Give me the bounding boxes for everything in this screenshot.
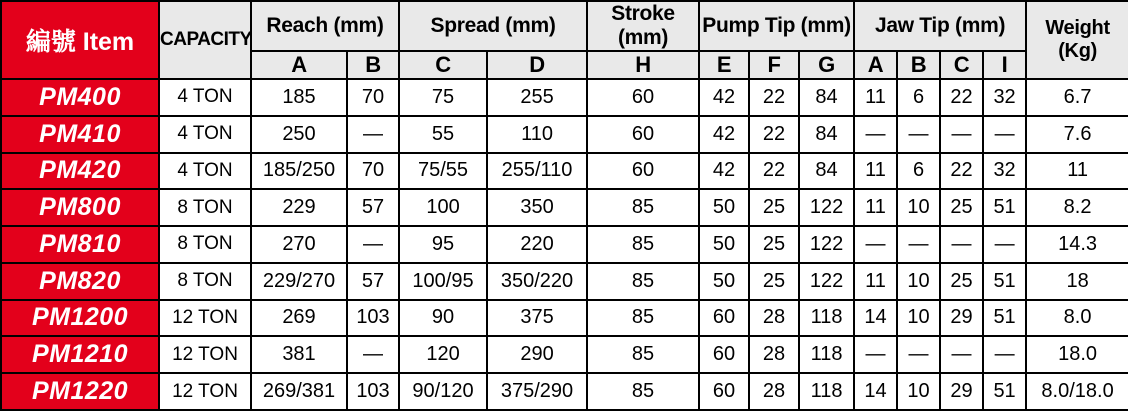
cell-capacity: 8 TON: [159, 189, 251, 226]
cell-item: PM820: [1, 263, 159, 300]
cell-jaw-c: 25: [940, 189, 983, 226]
cell-jaw-a: 11: [854, 153, 897, 190]
cell-jaw-i: 32: [983, 79, 1026, 116]
cell-reach-a: 270: [251, 226, 347, 263]
cell-pump-g: 118: [799, 336, 854, 373]
cell-jaw-i: —: [983, 336, 1026, 373]
cell-reach-b: 57: [347, 189, 399, 226]
cell-weight: 8.0: [1026, 300, 1128, 337]
cell-spread-c: 120: [399, 336, 487, 373]
cell-reach-a: 250: [251, 116, 347, 153]
cell-weight: 18.0: [1026, 336, 1128, 373]
table-row: [1, 153, 1128, 190]
cell-item: PM410: [1, 116, 159, 153]
cell-jaw-c: —: [940, 226, 983, 263]
cell-stroke-h: 85: [587, 189, 699, 226]
column-header-spread-c: C: [399, 51, 487, 79]
cell-spread-c: 90/120: [399, 373, 487, 410]
cell-jaw-c: 25: [940, 263, 983, 300]
cell-pump-f: 25: [749, 226, 799, 263]
cell-jaw-a: 14: [854, 300, 897, 337]
cell-weight: 8.0/18.0: [1026, 373, 1128, 410]
cell-spread-d: 290: [487, 336, 587, 373]
cell-jaw-i: 51: [983, 263, 1026, 300]
cell-spread-c: 75: [399, 79, 487, 116]
cell-pump-g: 122: [799, 263, 854, 300]
cell-reach-b: —: [347, 116, 399, 153]
column-header-jaw-c: C: [940, 51, 983, 79]
cell-weight: 18: [1026, 263, 1128, 300]
cell-spread-c: 75/55: [399, 153, 487, 190]
cell-spread-d: 350/220: [487, 263, 587, 300]
cell-pump-f: 28: [749, 373, 799, 410]
cell-spread-c: 55: [399, 116, 487, 153]
cell-jaw-a: 14: [854, 373, 897, 410]
table-body: [1, 79, 1128, 410]
column-header-jaw-a: A: [854, 51, 897, 79]
cell-capacity: 12 TON: [159, 300, 251, 337]
table-row: [1, 79, 1128, 116]
column-header-item: 編號 Item: [1, 1, 159, 79]
table-row: [1, 226, 1128, 263]
cell-spread-d: 255/110: [487, 153, 587, 190]
cell-spread-d: 375/290: [487, 373, 587, 410]
cell-weight: 6.7: [1026, 79, 1128, 116]
cell-jaw-b: —: [897, 336, 940, 373]
cell-pump-g: 122: [799, 189, 854, 226]
cell-reach-b: 57: [347, 263, 399, 300]
cell-pump-g: 84: [799, 79, 854, 116]
cell-item: PM1200: [1, 300, 159, 337]
cell-reach-b: 103: [347, 373, 399, 410]
cell-capacity: 8 TON: [159, 263, 251, 300]
cell-spread-d: 375: [487, 300, 587, 337]
cell-spread-d: 350: [487, 189, 587, 226]
cell-pump-f: 22: [749, 116, 799, 153]
cell-jaw-b: 6: [897, 153, 940, 190]
cell-stroke-h: 60: [587, 153, 699, 190]
cell-stroke-h: 85: [587, 300, 699, 337]
cell-jaw-i: —: [983, 226, 1026, 263]
cell-pump-g: 84: [799, 153, 854, 190]
table-header: [1, 1, 1128, 79]
cell-jaw-a: 11: [854, 263, 897, 300]
column-header-stroke-h: H: [587, 51, 699, 79]
cell-stroke-h: 60: [587, 79, 699, 116]
cell-pump-g: 118: [799, 300, 854, 337]
cell-pump-e: 50: [699, 189, 749, 226]
column-group-header-reach: Reach (mm): [251, 1, 399, 51]
cell-stroke-h: 60: [587, 116, 699, 153]
cell-jaw-c: 29: [940, 300, 983, 337]
column-group-header-spread: Spread (mm): [399, 1, 587, 51]
cell-pump-g: 118: [799, 373, 854, 410]
cell-weight: 11: [1026, 153, 1128, 190]
table-row: [1, 373, 1128, 410]
cell-pump-f: 28: [749, 300, 799, 337]
cell-weight: 7.6: [1026, 116, 1128, 153]
cell-pump-e: 42: [699, 116, 749, 153]
cell-item: PM810: [1, 226, 159, 263]
cell-reach-a: 229: [251, 189, 347, 226]
header-row-groups: [1, 1, 1128, 51]
column-group-header-jaw-tip: Jaw Tip (mm): [854, 1, 1026, 51]
cell-jaw-b: 10: [897, 373, 940, 410]
cell-weight: 8.2: [1026, 189, 1128, 226]
column-header-reach-a: A: [251, 51, 347, 79]
cell-stroke-h: 85: [587, 336, 699, 373]
column-header-weight: Weight (Kg): [1026, 1, 1128, 79]
cell-item: PM400: [1, 79, 159, 116]
cell-jaw-c: —: [940, 116, 983, 153]
cell-item: PM420: [1, 153, 159, 190]
cell-jaw-i: 51: [983, 373, 1026, 410]
cell-item: PM1210: [1, 336, 159, 373]
cell-jaw-b: —: [897, 226, 940, 263]
cell-reach-a: 381: [251, 336, 347, 373]
cell-reach-a: 185: [251, 79, 347, 116]
cell-jaw-i: 51: [983, 189, 1026, 226]
cell-jaw-a: 11: [854, 79, 897, 116]
cell-jaw-b: —: [897, 116, 940, 153]
cell-reach-b: —: [347, 336, 399, 373]
cell-reach-b: —: [347, 226, 399, 263]
cell-capacity: 4 TON: [159, 79, 251, 116]
cell-pump-f: 22: [749, 79, 799, 116]
column-header-pump-f: F: [749, 51, 799, 79]
column-header-capacity: CAPACITY: [159, 1, 251, 79]
cell-spread-c: 95: [399, 226, 487, 263]
cell-spread-d: 110: [487, 116, 587, 153]
cell-pump-e: 60: [699, 336, 749, 373]
column-header-spread-d: D: [487, 51, 587, 79]
cell-spread-d: 255: [487, 79, 587, 116]
column-header-pump-g: G: [799, 51, 854, 79]
cell-capacity: 12 TON: [159, 336, 251, 373]
cell-spread-d: 220: [487, 226, 587, 263]
table-row: [1, 189, 1128, 226]
cell-capacity: 12 TON: [159, 373, 251, 410]
cell-item: PM1220: [1, 373, 159, 410]
cell-jaw-b: 10: [897, 300, 940, 337]
cell-pump-f: 25: [749, 263, 799, 300]
column-group-header-pump-tip: Pump Tip (mm): [699, 1, 854, 51]
cell-jaw-a: —: [854, 226, 897, 263]
cell-pump-e: 50: [699, 263, 749, 300]
cell-jaw-a: —: [854, 336, 897, 373]
cell-jaw-b: 10: [897, 189, 940, 226]
cell-jaw-i: —: [983, 116, 1026, 153]
cell-reach-b: 70: [347, 153, 399, 190]
cell-pump-f: 22: [749, 153, 799, 190]
cell-reach-a: 269/381: [251, 373, 347, 410]
cell-spread-c: 100: [399, 189, 487, 226]
cell-pump-f: 28: [749, 336, 799, 373]
table-row: [1, 300, 1128, 337]
cell-capacity: 8 TON: [159, 226, 251, 263]
cell-jaw-c: 22: [940, 79, 983, 116]
cell-pump-e: 60: [699, 373, 749, 410]
column-header-jaw-i: I: [983, 51, 1026, 79]
cell-pump-f: 25: [749, 189, 799, 226]
cell-reach-a: 269: [251, 300, 347, 337]
cell-stroke-h: 85: [587, 373, 699, 410]
cell-jaw-c: —: [940, 336, 983, 373]
column-header-jaw-b: B: [897, 51, 940, 79]
cell-weight: 14.3: [1026, 226, 1128, 263]
cell-pump-e: 50: [699, 226, 749, 263]
cell-spread-c: 100/95: [399, 263, 487, 300]
cell-capacity: 4 TON: [159, 116, 251, 153]
table-row: [1, 116, 1128, 153]
cell-jaw-b: 10: [897, 263, 940, 300]
cell-item: PM800: [1, 189, 159, 226]
cell-pump-g: 122: [799, 226, 854, 263]
table-row: [1, 336, 1128, 373]
column-header-pump-e: E: [699, 51, 749, 79]
table-row: [1, 263, 1128, 300]
cell-pump-e: 60: [699, 300, 749, 337]
cell-pump-g: 84: [799, 116, 854, 153]
cell-pump-e: 42: [699, 153, 749, 190]
cell-reach-a: 229/270: [251, 263, 347, 300]
cell-stroke-h: 85: [587, 263, 699, 300]
cell-spread-c: 90: [399, 300, 487, 337]
cell-pump-e: 42: [699, 79, 749, 116]
cell-jaw-a: —: [854, 116, 897, 153]
column-header-reach-b: B: [347, 51, 399, 79]
cell-jaw-b: 6: [897, 79, 940, 116]
cell-capacity: 4 TON: [159, 153, 251, 190]
column-group-header-stroke: Stroke (mm): [587, 1, 699, 51]
cell-jaw-c: 22: [940, 153, 983, 190]
cell-stroke-h: 85: [587, 226, 699, 263]
cell-jaw-c: 29: [940, 373, 983, 410]
cell-jaw-i: 51: [983, 300, 1026, 337]
cell-reach-b: 103: [347, 300, 399, 337]
cell-jaw-i: 32: [983, 153, 1026, 190]
cell-reach-b: 70: [347, 79, 399, 116]
cell-reach-a: 185/250: [251, 153, 347, 190]
cell-jaw-a: 11: [854, 189, 897, 226]
